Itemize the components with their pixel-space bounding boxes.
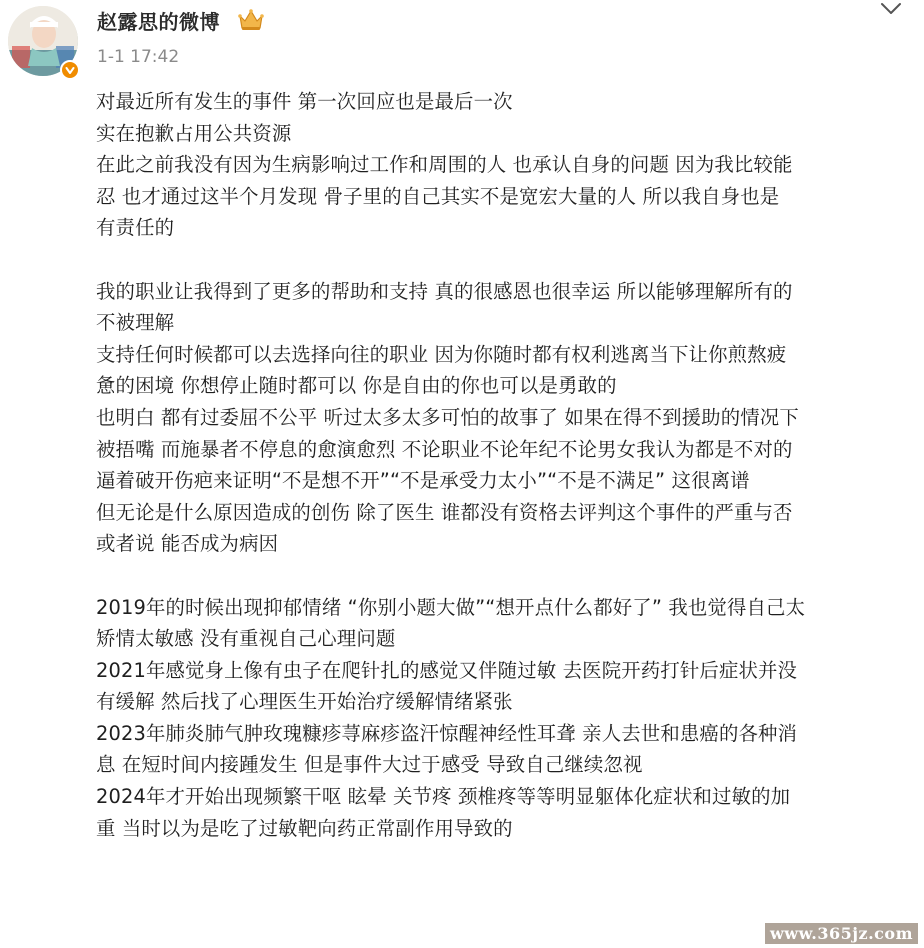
post-line: 也明白 都有过委屈不公平 听过太多太多可怕的故事了 如果在得不到援助的情况下 xyxy=(96,405,799,429)
post-line: 对最近所有发生的事件 第一次回应也是最后一次 xyxy=(96,90,513,113)
post-header xyxy=(0,0,924,80)
post-line: 但无论是什么原因造成的创伤 除了医生 谁都没有资格去评判这个事件的严重与否 xyxy=(96,500,793,524)
post-line: 被捂嘴 而施暴者不停息的愈演愈烈 不论职业不论年纪不论男女我认为都是不对的 xyxy=(96,437,793,461)
post-line: 实在抱歉占用公共资源 xyxy=(96,121,292,145)
post-line: 2024年才开始出现频繁干呕 眩晕 关节疼 颈椎疼等等明显躯体化症状和过敏的加 xyxy=(96,785,791,809)
post-line: 我的职业让我得到了更多的帮助和支持 真的很感恩也很幸运 所以能够理解所有的 xyxy=(96,279,793,303)
post-line: 不被理解 xyxy=(96,311,175,335)
author-name[interactable]: 赵露思的微博 xyxy=(97,10,220,34)
post-timestamp: 1-1 17:42 xyxy=(97,47,180,67)
post-line: 在此之前我没有因为生病影响过工作和周围的人 也承认自身的问题 因为我比较能 xyxy=(96,153,793,177)
post-line: 有责任的 xyxy=(96,216,175,240)
crown-icon[interactable] xyxy=(238,8,264,32)
post-line: 矫情太敏感 没有重视自己心理问题 xyxy=(96,627,396,651)
post-line-blank xyxy=(96,244,908,276)
post-line: 忍 也才通过这半个月发现 骨子里的自己其实不是宽宏大量的人 所以我自身也是 xyxy=(96,184,780,208)
verified-icon xyxy=(60,60,80,80)
chevron-down-icon[interactable] xyxy=(878,0,904,20)
watermark: www.365jz.com xyxy=(765,923,918,944)
post-line: 2021年感觉身上像有虫子在爬针扎的感觉又伴随过敏 去医院开药打针后症状并没 xyxy=(96,658,798,682)
post-line: 有缓解 然后找了心理医生开始治疗缓解情绪紧张 xyxy=(96,690,513,714)
post-line: 支持任何时候都可以去选择向往的职业 因为你随时都有权利逃离当下让你煎熬疲 xyxy=(96,342,787,366)
post-line: 惫的困境 你想停止随时都可以 你是自由的你也可以是勇敢的 xyxy=(96,374,617,398)
post-line: 逼着破开伤疤来证明“不是想不开”“不是承受力太小”“不是不满足” 这很离谱 xyxy=(96,469,750,493)
post-line: 2023年肺炎肺气肿玫瑰糠疹荨麻疹盗汗惊醒神经性耳聋 亲人去世和患癌的各种消 xyxy=(96,721,798,745)
post-line-blank xyxy=(96,560,908,592)
post-line: 重 当时以为是吃了过敏靶向药正常副作用导致的 xyxy=(96,816,513,840)
avatar-wrap[interactable] xyxy=(8,6,82,80)
post-text xyxy=(96,86,908,844)
post-line: 息 在短时间内接踵发生 但是事件大过于感受 导致自己继续忽视 xyxy=(96,753,643,777)
post-line: 2019年的时候出现抑郁情绪 “你别小题大做”“想开点什么都好了” 我也觉得自己太 xyxy=(96,595,806,619)
post-line: 或者说 能否成为病因 xyxy=(96,532,279,556)
